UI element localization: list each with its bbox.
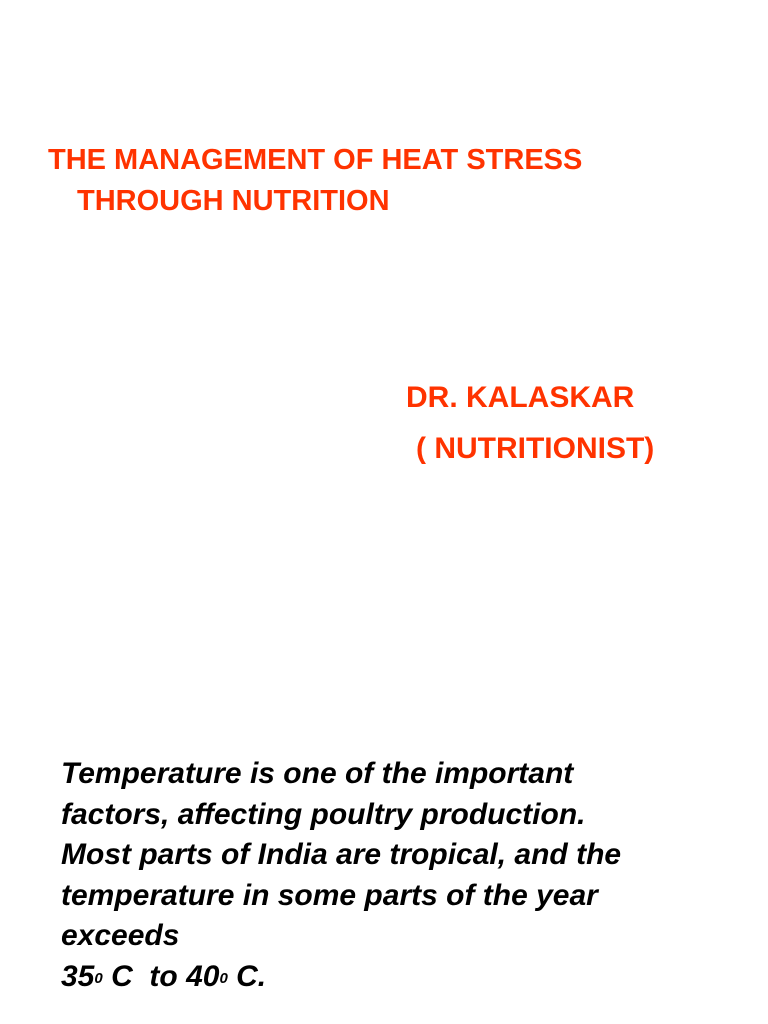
range-connector: to bbox=[149, 959, 178, 993]
author-role: ( NUTRITIONIST) bbox=[416, 432, 655, 465]
range-low: 35 bbox=[61, 959, 95, 993]
page-title-line-2: THROUGH NUTRITION bbox=[77, 185, 390, 217]
range-high-degree: 0 bbox=[219, 969, 228, 987]
range-low-unit: C bbox=[111, 959, 133, 993]
body-paragraph bbox=[61, 754, 751, 997]
range-low-degree: 0 bbox=[94, 969, 103, 987]
page-title-line-1: THE MANAGEMENT OF HEAT STRESS bbox=[48, 144, 583, 176]
body-line-5: exceeds bbox=[61, 919, 180, 952]
temperature-range bbox=[61, 957, 751, 998]
body-line-3: Most parts of India are tropical, and the bbox=[61, 838, 622, 871]
body-line-2: factors, affecting poultry production. bbox=[61, 797, 586, 831]
author-name: DR. KALASKAR bbox=[406, 381, 635, 414]
body-line-1: Temperature is one of the important bbox=[61, 757, 574, 790]
body-line-4: temperature in some parts of the year bbox=[61, 878, 598, 912]
range-high-unit: C. bbox=[236, 959, 267, 993]
range-high: 40 bbox=[186, 959, 220, 993]
